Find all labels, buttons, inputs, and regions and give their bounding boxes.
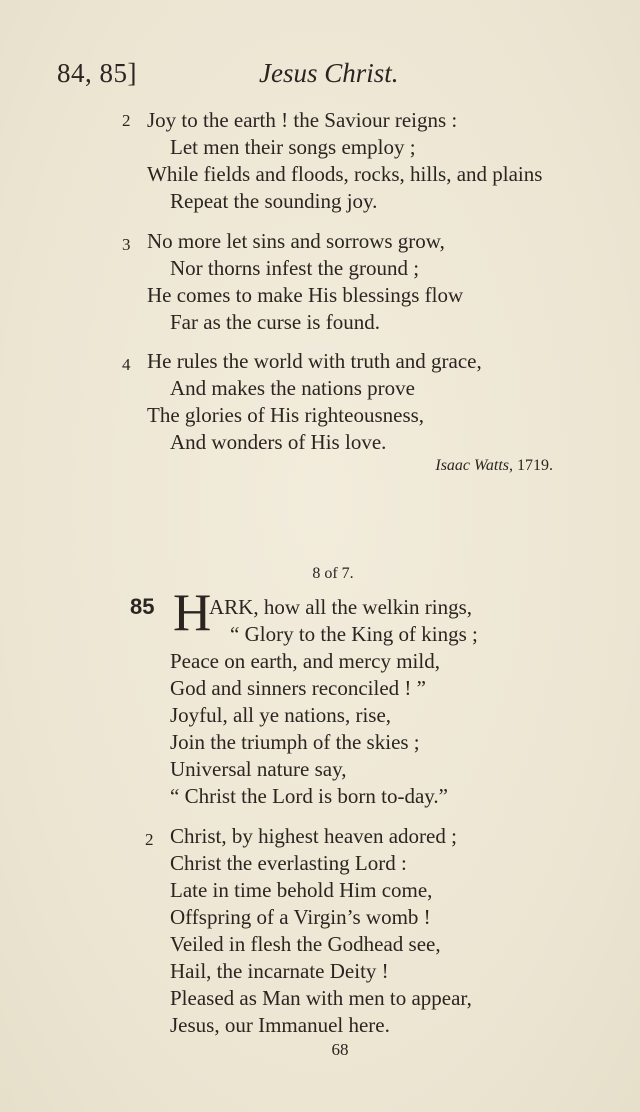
verse-line: Hail, the incarnate Deity !: [170, 959, 389, 983]
verse-line: God and sinners reconciled ! ”: [170, 676, 426, 700]
verse-line: Let men their songs employ ;: [170, 135, 416, 159]
verse-line: And makes the nations prove: [170, 376, 415, 400]
page-number: 68: [331, 1040, 349, 1059]
hymn-number-range: 84, 85]: [57, 58, 137, 88]
verse-line: Repeat the sounding joy.: [170, 189, 378, 213]
verse-number: 2: [145, 830, 154, 849]
verse-number: 4: [122, 355, 131, 374]
page-title: Jesus Christ.: [259, 58, 399, 88]
verse-line: And wonders of His love.: [170, 430, 387, 454]
verse-line: Late in time behold Him come,: [170, 878, 433, 902]
author-name: Isaac Watts,: [435, 457, 513, 474]
verse-line: Universal nature say,: [170, 757, 347, 781]
meter-label: 8 of 7.: [312, 565, 354, 582]
verse-line: Christ, by highest heaven adored ;: [170, 824, 457, 848]
verse-line: “ Christ the Lord is born to-day.”: [170, 784, 448, 808]
verse-line: Jesus, our Immanuel here.: [170, 1013, 390, 1037]
verse-line: He comes to make His blessings flow: [147, 283, 464, 307]
verse-line: Christ the everlasting Lord :: [170, 851, 407, 875]
verse-line: Join the triumph of the skies ;: [170, 730, 420, 754]
verse-line: Peace on earth, and mercy mild,: [170, 649, 440, 673]
verse-line: Joy to the earth ! the Saviour reigns :: [147, 108, 458, 132]
verse-line: He rules the world with truth and grace,: [147, 349, 482, 373]
verse-line: Nor thorns infest the ground ;: [170, 256, 420, 280]
verse-line: ARK, how all the welkin rings,: [209, 595, 473, 619]
verse-line: No more let sins and sorrows grow,: [147, 229, 445, 253]
verse-line: Pleased as Man with men to appear,: [170, 986, 472, 1010]
verse-number: 3: [122, 235, 131, 254]
verse-line: Joyful, all ye nations, rise,: [170, 703, 392, 727]
verse-line: Offspring of a Virgin’s womb !: [170, 905, 431, 929]
hymn-number: 85: [130, 594, 155, 619]
author-attribution: [435, 455, 553, 477]
year: 1719.: [517, 457, 553, 474]
verse-line: Far as the curse is found.: [170, 310, 380, 334]
verse-line: While fields and floods, rocks, hills, and plains: [147, 162, 543, 186]
verse-line: “ Glory to the King of kings ;: [230, 622, 478, 646]
verse-number: 2: [122, 111, 131, 130]
verse-line: The glories of His righteousness,: [147, 403, 425, 427]
verse-line: Veiled in flesh the Godhead see,: [170, 932, 441, 956]
drop-cap: H: [173, 584, 212, 642]
